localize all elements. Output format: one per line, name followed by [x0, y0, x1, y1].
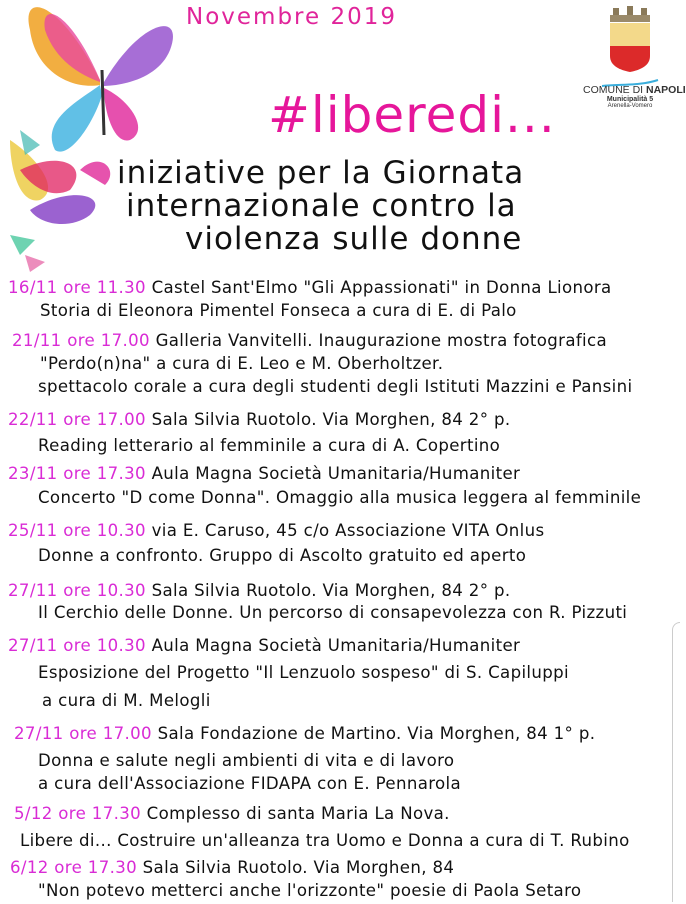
event-text: Esposizione del Progetto "Il Lenzuolo sospeso" di S. Capiluppi — [38, 663, 569, 682]
event-date: 22/11 ore 17.00 — [8, 410, 146, 429]
event-date: 6/12 ore 17.30 — [10, 858, 138, 877]
event-line — [38, 772, 461, 796]
event-line — [8, 276, 612, 300]
event-line — [40, 352, 443, 376]
event-line — [8, 579, 510, 603]
event-text: Concerto "D come Donna". Omaggio alla musica leggera al femminile — [38, 488, 642, 507]
event-text: Sala Fondazione de Martino. Via Morghen, 84 1° p. — [157, 724, 596, 743]
event-text: Aula Magna Società Umanitaria/Humaniter — [151, 464, 521, 483]
hashtag-title: #liberedi... — [268, 86, 556, 144]
event-text: Sala Silvia Ruotolo. Via Morghen, 84 2° p. — [151, 581, 511, 600]
event-text: Castel Sant'Elmo "Gli Appassionati" in Donna Lionora — [151, 278, 612, 297]
event-line — [38, 375, 632, 399]
scrollbar[interactable] — [672, 622, 680, 902]
event-text: Reading letterario al femminile a cura di A. Copertino — [38, 436, 501, 455]
month-heading: Novembre 2019 — [186, 4, 397, 30]
event-line — [8, 634, 520, 658]
subtitle-line: internazionale contro la — [126, 188, 517, 224]
event-text: Aula Magna Società Umanitaria/Humaniter — [151, 636, 521, 655]
event-line — [38, 544, 526, 568]
event-text: a cura di M. Melogli — [42, 691, 211, 710]
event-line — [38, 601, 627, 625]
event-date: 27/11 ore 17.00 — [14, 724, 152, 743]
event-text: Sala Silvia Ruotolo. Via Morghen, 84 2° p. — [151, 410, 511, 429]
event-text: via E. Caruso, 45 c/o Associazione VITA Onlus — [151, 521, 545, 540]
event-line — [14, 722, 595, 746]
event-line — [14, 802, 450, 826]
event-line — [8, 519, 544, 543]
event-line — [42, 689, 211, 713]
event-line — [38, 879, 581, 903]
naples-coat-of-arms-logo — [600, 6, 660, 88]
event-line — [38, 661, 569, 685]
event-line — [10, 856, 454, 880]
event-line — [12, 329, 607, 353]
event-text: Galleria Vanvitelli. Inaugurazione mostra fotografica — [155, 331, 607, 350]
event-line — [8, 408, 510, 432]
event-date: 27/11 ore 10.30 — [8, 636, 146, 655]
event-date: 23/11 ore 17.30 — [8, 464, 146, 483]
event-text: Complesso di santa Maria La Nova. — [146, 804, 450, 823]
logo-text — [583, 84, 686, 109]
event-text: "Non potevo metterci anche l'orizzonte" poesie di Paola Setaro — [38, 881, 582, 900]
event-text: Sala Silvia Ruotolo. Via Morghen, 84 — [142, 858, 455, 877]
event-text: Storia di Eleonora Pimentel Fonseca a cura di E. di Palo — [40, 301, 517, 320]
butterfly-illustration — [0, 0, 200, 290]
event-line — [8, 462, 520, 486]
event-date: 21/11 ore 17.00 — [12, 331, 150, 350]
event-text: a cura dell'Associazione FIDAPA con E. Pennarola — [38, 774, 462, 793]
event-date: 25/11 ore 10.30 — [8, 521, 146, 540]
event-date: 5/12 ore 17.30 — [14, 804, 142, 823]
subtitle-line: violenza sulle donne — [185, 221, 523, 257]
subtitle-line: iniziative per la Giornata — [117, 155, 525, 191]
event-text: spettacolo corale a cura degli studenti degli Istituti Mazzini e Pansini — [38, 377, 633, 396]
event-text: Libere di... Costruire un'alleanza tra Uomo e Donna a cura di T. Rubino — [20, 831, 630, 850]
logo-district: Arenella-Vomero — [607, 103, 653, 109]
event-line — [20, 829, 630, 853]
event-line — [38, 434, 500, 458]
event-date: 16/11 ore 11.30 — [8, 278, 146, 297]
event-text: Donne a confronto. Gruppo di Ascolto gratuito ed aperto — [38, 546, 527, 565]
event-text: "Perdo(n)na" a cura di E. Leo e M. Oberholtzer. — [40, 354, 444, 373]
event-text: Il Cerchio delle Donne. Un percorso di consapevolezza con R. Pizzuti — [38, 603, 628, 622]
event-text: Donna e salute negli ambienti di vita e di lavoro — [38, 751, 455, 770]
logo-name-bold: NAPOLI — [646, 84, 686, 96]
event-line — [40, 299, 517, 323]
logo-municipality: Municipalità 5 — [606, 96, 654, 103]
event-line — [38, 486, 641, 510]
logo-name: COMUNE DI — [583, 84, 644, 96]
event-date: 27/11 ore 10.30 — [8, 581, 146, 600]
event-line — [38, 749, 454, 773]
